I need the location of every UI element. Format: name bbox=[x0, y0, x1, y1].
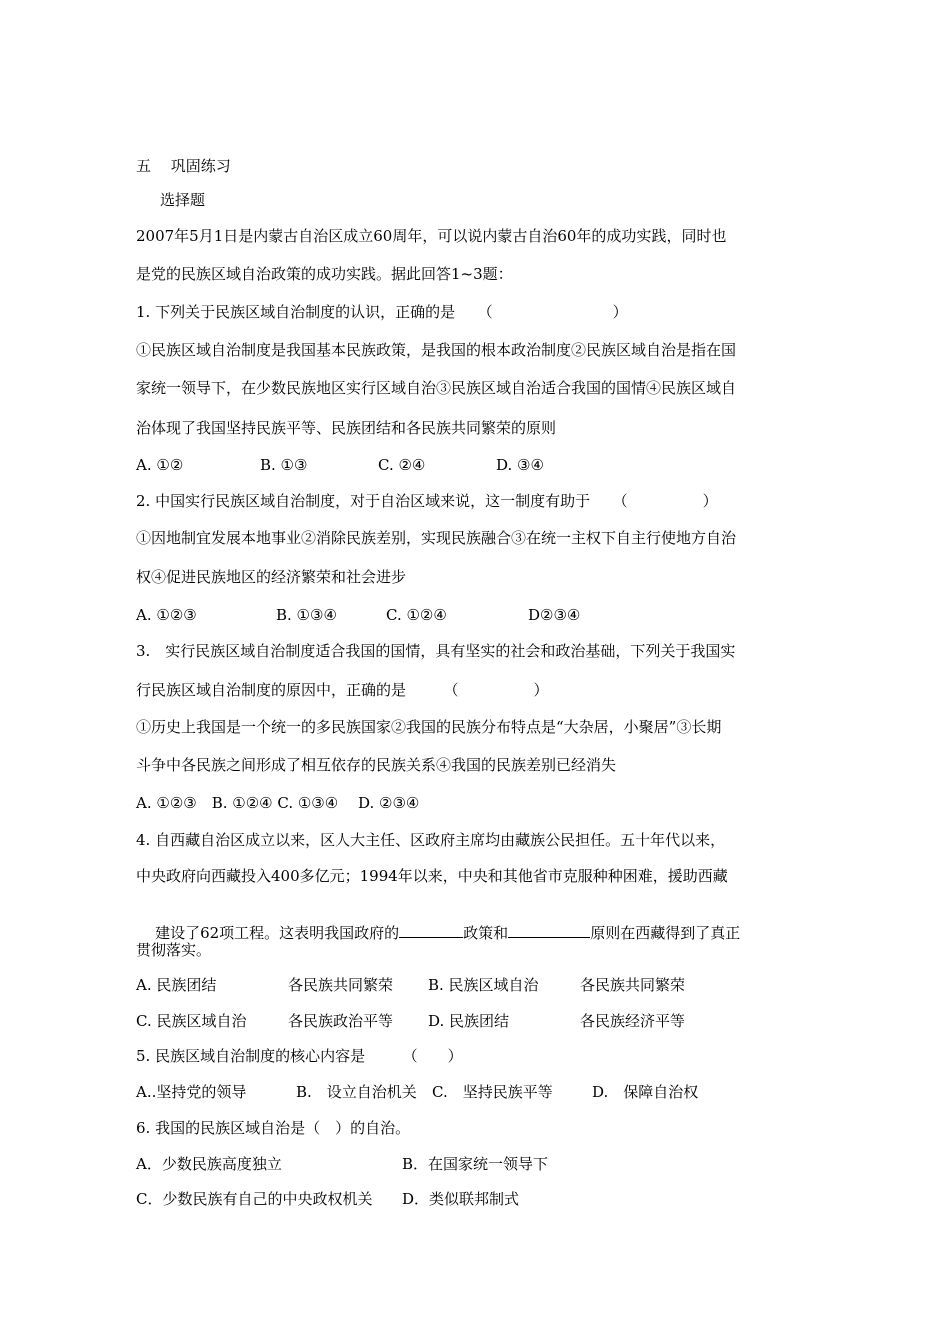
question-4-option-d: D. 民族团结 bbox=[428, 1012, 510, 1030]
question-1-option-c: C. ②④ bbox=[378, 456, 426, 474]
question-4-option-b-detail: 各民族共同繁荣 bbox=[580, 976, 686, 994]
question-1-stem: 1. 下列关于民族区域自治制度的认识，正确的是 （ ） bbox=[136, 303, 628, 321]
question-5-stem: 5. 民族区域自治制度的核心内容是 （ ） bbox=[136, 1047, 463, 1065]
intro-line: 是党的民族区域自治政策的成功实践。据此回答1~3题： bbox=[136, 265, 513, 283]
question-5-option-d: D. 保障自治权 bbox=[592, 1083, 699, 1101]
answer-blank[interactable] bbox=[508, 923, 590, 938]
answer-blank[interactable] bbox=[399, 923, 463, 938]
question-4-stem: 4. 自西藏自治区成立以来，区人大主任、区政府主席均由藏族公民担任。五十年代以来， bbox=[136, 831, 726, 849]
question-2-stem: 2. 中国实行民族区域自治制度，对于自治区域来说，这一制度有助于 （ ） bbox=[136, 492, 718, 510]
question-4-text-prefix: 建设了62项工程。这表明我国政府的 bbox=[155, 924, 400, 942]
question-6-option-d: D．类似联邦制式 bbox=[402, 1190, 520, 1208]
question-5-option-a: A..坚持党的领导 bbox=[136, 1083, 247, 1101]
question-1-option-a: A. ①② bbox=[136, 456, 184, 474]
question-4-option-c-detail: 各民族政治平等 bbox=[288, 1012, 394, 1030]
question-2-option-c: C. ①②④ bbox=[386, 606, 447, 624]
question-4-stem-with-blanks bbox=[136, 903, 740, 963]
question-2-option-d: D②③④ bbox=[528, 606, 581, 624]
question-6-option-a: A．少数民族高度独立 bbox=[136, 1155, 282, 1173]
question-1-statement: 家统一领导下，在少数民族地区实行区域自治③民族区域自治适合我国的国情④民族区域自 bbox=[136, 379, 737, 397]
question-6-option-b: B．在国家统一领导下 bbox=[402, 1155, 549, 1173]
question-2-option-a: A. ①②③ bbox=[136, 606, 197, 624]
question-4-option-a-detail: 各民族共同繁荣 bbox=[288, 976, 394, 994]
question-4-option-d-detail: 各民族经济平等 bbox=[580, 1012, 686, 1030]
intro-line: 2007年5月1日是内蒙古自治区成立60周年，可以说内蒙古自治60年的成功实践，同时也 bbox=[136, 227, 727, 245]
question-1-option-d: D. ③④ bbox=[496, 456, 544, 474]
question-3-stem: 行民族区域自治制度的原因中，正确的是 （ ） bbox=[136, 681, 549, 699]
question-2-statement: 权④促进民族地区的经济繁荣和社会进步 bbox=[136, 568, 407, 586]
question-2-statement: ①因地制宜发展本地事业②消除民族差别，实现民族融合③在统一主权下自主行使地方自治 bbox=[136, 529, 737, 547]
question-3-stem: 3. 实行民族区域自治制度适合我国的国情，具有坚实的社会和政治基础，下列关于我国实 bbox=[136, 642, 736, 660]
question-1-statement: ①民族区域自治制度是我国基本民族政策，是我国的根本政治制度②民族区域自治是指在国 bbox=[136, 341, 737, 359]
question-1-option-b: B. ①③ bbox=[260, 456, 308, 474]
question-3-statement: 斗争中各民族之间形成了相互依存的民族关系④我国的民族差别已经消失 bbox=[136, 756, 617, 774]
question-4-option-a: A. 民族团结 bbox=[136, 976, 217, 994]
section-title: 五 巩固练习 bbox=[136, 157, 231, 175]
question-2-option-b: B. ①③④ bbox=[276, 606, 337, 624]
question-4-text-suffix: 原则在西藏得到了真正 bbox=[590, 924, 741, 942]
question-4-stem: 中央政府向西藏投入400多亿元；1994年以来，中央和其他省市克服种种困难，援助西藏 bbox=[136, 867, 728, 885]
question-1-statement: 治体现了我国坚持民族平等、民族团结和各民族共同繁荣的原则 bbox=[136, 419, 557, 437]
question-3-statement: ①历史上我国是一个统一的多民族国家②我国的民族分布特点是“大杂居，小聚居”③长期 bbox=[136, 718, 722, 736]
question-6-stem: 6. 我国的民族区域自治是（ ）的自治。 bbox=[136, 1119, 411, 1137]
question-3-options: A. ①②③ B. ①②④ C. ①③④ D. ②③④ bbox=[136, 794, 420, 812]
question-4-option-c: C. 民族区域自治 bbox=[136, 1012, 247, 1030]
question-4-option-b: B. 民族区域自治 bbox=[428, 976, 539, 994]
question-5-option-b: B. 设立自治机关 bbox=[296, 1083, 417, 1101]
question-5-option-c: C. 坚持民族平等 bbox=[432, 1083, 553, 1101]
question-4-stem: 贯彻落实。 bbox=[136, 941, 212, 959]
question-4-text-mid: 政策和 bbox=[463, 924, 509, 942]
subsection-title: 选择题 bbox=[160, 191, 206, 209]
question-6-option-c: C．少数民族有自己的中央政权机关 bbox=[136, 1190, 373, 1208]
